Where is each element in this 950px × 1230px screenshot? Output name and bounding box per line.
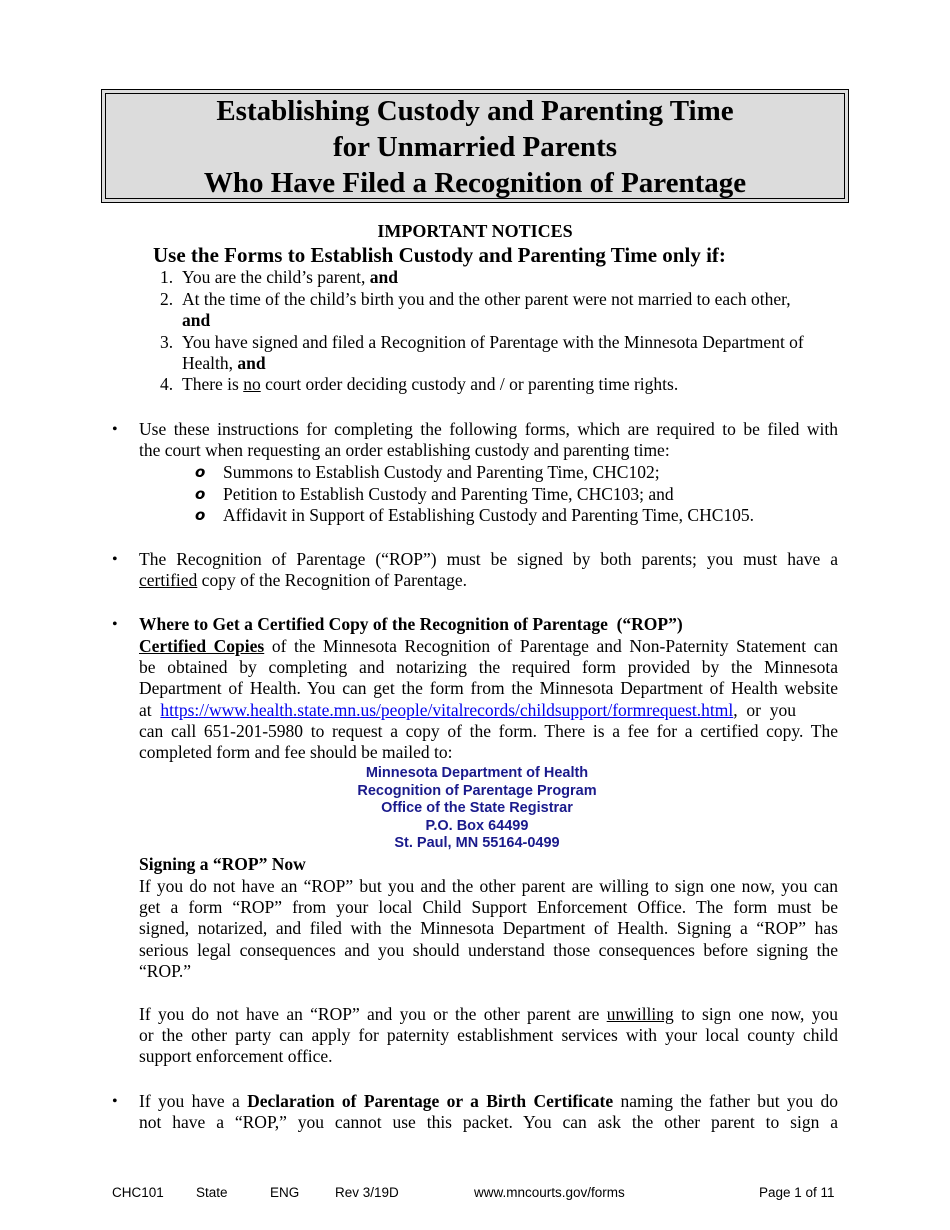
signing-line-3: signed, notarized, and filed with the Minnesota Department of Health. Signing a “ROP” has <box>139 918 838 938</box>
bullet-icon: • <box>112 1093 118 1110</box>
notice-item-3-cont: Health, and <box>182 353 266 373</box>
signing-line-5: “ROP.” <box>139 961 192 981</box>
address-line-1: Minnesota Department of Health <box>365 765 589 781</box>
bullet-icon: • <box>112 616 118 633</box>
title-line-2: for Unmarried Parents <box>332 131 618 163</box>
bullet3-line6: completed form and fee should be mailed to: <box>139 742 453 762</box>
notice-item-4: There is no court order deciding custody and / or parenting time rights. <box>182 374 679 394</box>
bullet1-line1: Use these instructions for completing the following forms, which are required to be filed with <box>139 419 838 439</box>
footer-jurisdiction: State <box>196 1185 228 1200</box>
address-line-4: P.O. Box 64499 <box>425 818 529 834</box>
address-line-5: St. Paul, MN 55164-0499 <box>394 835 560 851</box>
form-item-petition: Petition to Establish Custody and Parenting Time, CHC103; and <box>223 484 674 504</box>
notice-item-3: You have signed and filed a Recognition of Parentage with the Minnesota Department of <box>182 332 804 352</box>
notices-heading: IMPORTANT NOTICES <box>377 221 573 241</box>
title-line-3: Who Have Filed a Recognition of Parentage <box>203 167 747 199</box>
bullet4-line1: If you have a Declaration of Parentage or a Birth Certificate naming the father but you do <box>139 1091 838 1111</box>
signing-line-2: get a form “ROP” from your local Child Support Enforcement Office. The form must be <box>139 897 838 917</box>
bullet3-line5: can call 651-201-5980 to request a copy of the form. There is a fee for a certified copy. The <box>139 721 838 741</box>
bullet3-line4: at https://www.health.state.mn.us/people/vitalrecords/childsupport/formrequest.html, or you <box>139 700 796 720</box>
bullet4-line2: not have a “ROP,” you cannot use this packet. You can ask the other parent to sign a <box>139 1112 838 1132</box>
signing-line-1: If you do not have an “ROP” but you and the other parent are willing to sign one now, you can <box>139 876 838 896</box>
address-line-2: Recognition of Parentage Program <box>357 783 597 799</box>
bullet-icon: • <box>112 551 118 568</box>
notice-item-2-and: and <box>182 310 211 330</box>
notice-number-3: 3. <box>160 332 174 352</box>
footer-revision: Rev 3/19D <box>335 1185 399 1200</box>
footer-language: ENG <box>270 1185 300 1200</box>
bullet3-line2: be obtained by completing and notarizing the required form provided by the Minnesota <box>139 657 838 677</box>
title-line-1: Establishing Custody and Parenting Time <box>216 95 734 127</box>
unwilling-line-3: support enforcement office. <box>139 1046 333 1066</box>
bullet3-line1: Certified Copies of the Minnesota Recognition of Parentage and Non-Paternity Statement can <box>139 636 838 656</box>
form-item-affidavit: Affidavit in Support of Establishing Custody and Parenting Time, CHC105. <box>223 505 755 525</box>
unwilling-line-1: If you do not have an “ROP” and you or the other parent are unwilling to sign one now, you <box>139 1004 838 1024</box>
footer-website: www.mncourts.gov/forms <box>474 1185 625 1200</box>
bullet-icon: • <box>112 421 118 438</box>
signing-heading: Signing a “ROP” Now <box>139 854 306 874</box>
address-line-3: Office of the State Registrar <box>381 800 573 816</box>
signing-line-4: serious legal consequences and you should understand those consequences before signing the <box>139 940 838 960</box>
bullet2-line2: certified copy of the Recognition of Parentage. <box>139 570 468 590</box>
notice-number-2: 2. <box>160 289 174 309</box>
notice-item-1: You are the child’s parent, and <box>182 267 398 287</box>
footer-form-number: CHC101 <box>112 1185 164 1200</box>
notices-subheading: Use the Forms to Establish Custody and Parenting Time only if: <box>153 243 726 267</box>
bullet3-line3: Department of Health. You can get the form from the Minnesota Department of Health website <box>139 678 838 698</box>
notice-number-1: 1. <box>160 267 174 287</box>
bullet2-line1: The Recognition of Parentage (“ROP”) must be signed by both parents; you must have a <box>139 549 838 569</box>
unwilling-line-2: or the other party can apply for paternity establishment services with your local county child <box>139 1025 838 1045</box>
footer-page-number: Page 1 of 11 <box>759 1185 835 1200</box>
circle-bullet-icon: o <box>195 463 206 481</box>
title-box <box>101 89 849 203</box>
notice-item-2: At the time of the child’s birth you and the other parent were not married to each other, <box>182 289 791 309</box>
notice-number-4: 4. <box>160 374 174 394</box>
circle-bullet-icon: o <box>195 485 206 503</box>
form-item-summons: Summons to Establish Custody and Parenting Time, CHC102; <box>223 462 660 482</box>
form-request-link[interactable]: https://www.health.state.mn.us/people/vitalrecords/childsupport/formrequest.html <box>160 700 734 720</box>
bullet1-line2: the court when requesting an order establishing custody and parenting time: <box>139 440 670 460</box>
circle-bullet-icon: o <box>195 506 206 524</box>
bullet3-heading: Where to Get a Certified Copy of the Recognition of Parentage (“ROP”) <box>139 614 683 634</box>
